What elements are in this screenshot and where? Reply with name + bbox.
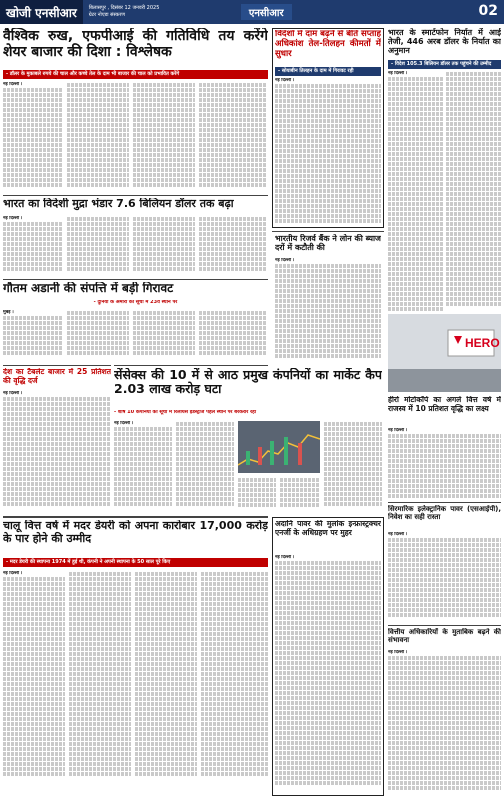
page-number: 02	[478, 3, 498, 19]
adani-sub-wrap	[3, 300, 268, 309]
article-lead	[3, 28, 268, 68]
divider	[3, 516, 268, 518]
forex-col-4	[199, 216, 267, 276]
hero-body	[388, 428, 501, 500]
hero-article	[388, 396, 501, 426]
divider	[388, 625, 501, 626]
forex-col-2	[67, 216, 129, 276]
dairy-col-4	[201, 571, 268, 796]
smartphone-dateline: नई दिल्ली ।	[388, 71, 408, 76]
dairy-col-1	[3, 571, 65, 796]
hero-sign-text: HERO	[465, 336, 500, 350]
dairy-subheadline: - मदर डेयरी की स्थापना 1974 में हुई थी, कंपनी ने अपनी स्थापना के 50 साल पूरे किए	[3, 558, 268, 567]
sensex-subheadline: - शीर्ष 10 कंपनियों की सूची में रिलायंस इंडस्ट्रीज पहले स्थान पर बरकरार रही	[114, 410, 257, 415]
finance-body	[388, 650, 501, 796]
tablet-article	[3, 368, 111, 388]
adani-dateline: मुंबई ।	[3, 310, 14, 315]
adani-article	[3, 282, 268, 298]
lead-dateline: नई दिल्ली ।	[3, 82, 23, 87]
dairy-col-3	[135, 571, 197, 796]
lead-col-4	[199, 82, 267, 192]
dairy-col-2	[69, 571, 131, 796]
oil-subheadline: - सोयाबीन तिलहन के दाम में गिरावट रही	[275, 67, 381, 76]
hero-motocorp-photo	[388, 314, 501, 392]
forex-headline: भारत का विदेशी मुद्रा भंडार 7.6 बिलियन डॉलर तक बढ़ा	[3, 198, 234, 210]
finance-dateline: नई दिल्ली ।	[388, 650, 408, 655]
power-body	[275, 555, 381, 793]
power-article	[275, 520, 381, 552]
date-line: बिलासपुर , दिसंबर 12 जनवरी 2025	[88, 5, 160, 11]
smartphone-headline: भारत के स्मार्टफोन निर्यात में आई तेजी, 446 अरब डॉलर के निर्यात का अनुमान	[388, 28, 501, 56]
oil-body	[275, 78, 381, 226]
sensex-col-5	[324, 421, 382, 513]
oil-dateline: नई दिल्ली ।	[275, 78, 295, 83]
lead-sub-wrap	[3, 70, 268, 80]
brand-logo: खोजी एनसीआर	[0, 0, 83, 24]
lead-col-1	[3, 82, 63, 192]
adani-headline: गौतम अडानी की संपत्ति में बड़ी गिरावट	[3, 282, 174, 295]
sensex-col-1	[114, 421, 172, 513]
sensex-col-4	[280, 477, 320, 513]
oil-headline: विदेशों में दाम बढ़ने से बीते सप्ताह अधिकांश तेल-तिलहन कीमतों में सुधार	[275, 30, 381, 59]
divider	[3, 195, 268, 196]
sip-headline: सिरमारिक इलेक्ट्रानिक पावर (एसआईपी), निवेश का सही रास्ता	[388, 505, 501, 522]
dairy-sub-wrap	[3, 558, 268, 568]
sensex-col-2	[176, 421, 234, 513]
adani-subheadline: - दुनिया के अमीरों की सूची में 23वें स्थान पर	[93, 300, 178, 305]
forex-col-3	[133, 216, 195, 276]
rbi-article	[275, 234, 381, 256]
masthead	[0, 0, 504, 24]
dairy-headline: चालू वित्त वर्ष में मदर डेयरी को अपना कारोबार 17,000 करोड़ के पार होने की उम्मीद	[3, 520, 268, 545]
smartphone-article	[388, 28, 501, 58]
adani-col-4	[199, 310, 267, 362]
hero-sign-image	[388, 314, 501, 392]
hero-dateline: नई दिल्ली ।	[388, 428, 408, 433]
rbi-headline: भारतीय रिजर्व बैंक ने लोन की ब्याज दरों में कटौती की	[275, 234, 381, 253]
stock-market-photo	[238, 421, 320, 473]
dairy-article	[3, 520, 268, 556]
sensex-article	[114, 368, 382, 406]
edition-meta	[83, 5, 223, 19]
section-name: एनसीआर	[241, 4, 292, 20]
adani-col-3	[133, 310, 195, 362]
sensex-sub-wrap	[114, 410, 382, 419]
stock-chart-image	[238, 421, 320, 473]
dairy-dateline: नई दिल्ली ।	[3, 571, 23, 576]
rbi-dateline: नई दिल्ली ।	[275, 258, 295, 263]
divider	[3, 279, 268, 280]
tablet-dateline: नई दिल्ली ।	[3, 391, 23, 396]
adani-col-2	[67, 310, 129, 362]
oil-sub-wrap	[275, 67, 381, 76]
hero-headline: हीरो मोटोकॉर्प का अगले वित्त वर्ष में राजस्व में 10 प्रतिशत वृद्धि का लक्ष्य	[388, 396, 501, 413]
sensex-col-3	[238, 477, 276, 513]
lead-col-2	[67, 82, 129, 192]
smartphone-subheadline: - विदेश 105.3 बिलियन डॉलर तक पहुंचने की उम्मीद	[388, 60, 501, 69]
smartphone-sub-wrap	[388, 60, 501, 69]
sip-body	[388, 532, 501, 622]
lead-subheadline: - डॉलर के मुकाबले रुपये की चाल और कच्चे तेल के दाम भी बाजार की चाल को प्रभावित करेंगे	[3, 70, 268, 79]
divider	[3, 365, 111, 366]
divider	[114, 365, 268, 366]
forex-col-1	[3, 216, 63, 276]
oil-article	[275, 30, 381, 66]
sensex-headline: सेंसेक्स की 10 में से आठ प्रमुख कंपनियों का मार्केट कैप 2.03 लाख करोड़ घटा	[114, 368, 382, 397]
divider	[388, 502, 501, 503]
forex-dateline: नई दिल्ली ।	[3, 216, 23, 221]
adani-col-1	[3, 310, 63, 362]
finance-headline: वित्तीय अधिकारियों के मुताबिक बढ़ने की संभावना	[388, 628, 501, 645]
divider	[272, 231, 384, 232]
finance-article	[388, 628, 501, 648]
smartphone-col-2	[446, 71, 501, 311]
forex-article	[3, 198, 268, 214]
tablet-body	[3, 391, 111, 511]
lead-col-3	[133, 82, 195, 192]
sip-article	[388, 505, 501, 531]
rbi-body	[275, 258, 381, 362]
sip-dateline: नई दिल्ली ।	[388, 532, 408, 537]
sensex-dateline: नई दिल्ली ।	[114, 421, 134, 426]
edition-line: ग्रेटर नोएडा संस्करण	[88, 12, 126, 18]
power-dateline: नई दिल्ली ।	[275, 555, 295, 560]
lead-headline: वैश्विक रुख, एफपीआई की गतिविधि तय करेंगे शेयर बाजार की दिशा : विश्लेषक	[3, 28, 268, 61]
smartphone-col-1	[388, 71, 443, 311]
power-headline: अदानि पावर की मुलांक इन्फ्रास्ट्रक्चर एनर्जी के अधिग्रहण पर मुहर	[275, 520, 381, 537]
tablet-headline: देश का टैबलेट बाजार में 25 प्रतिशत की वृद्धि दर्ज	[3, 368, 111, 385]
